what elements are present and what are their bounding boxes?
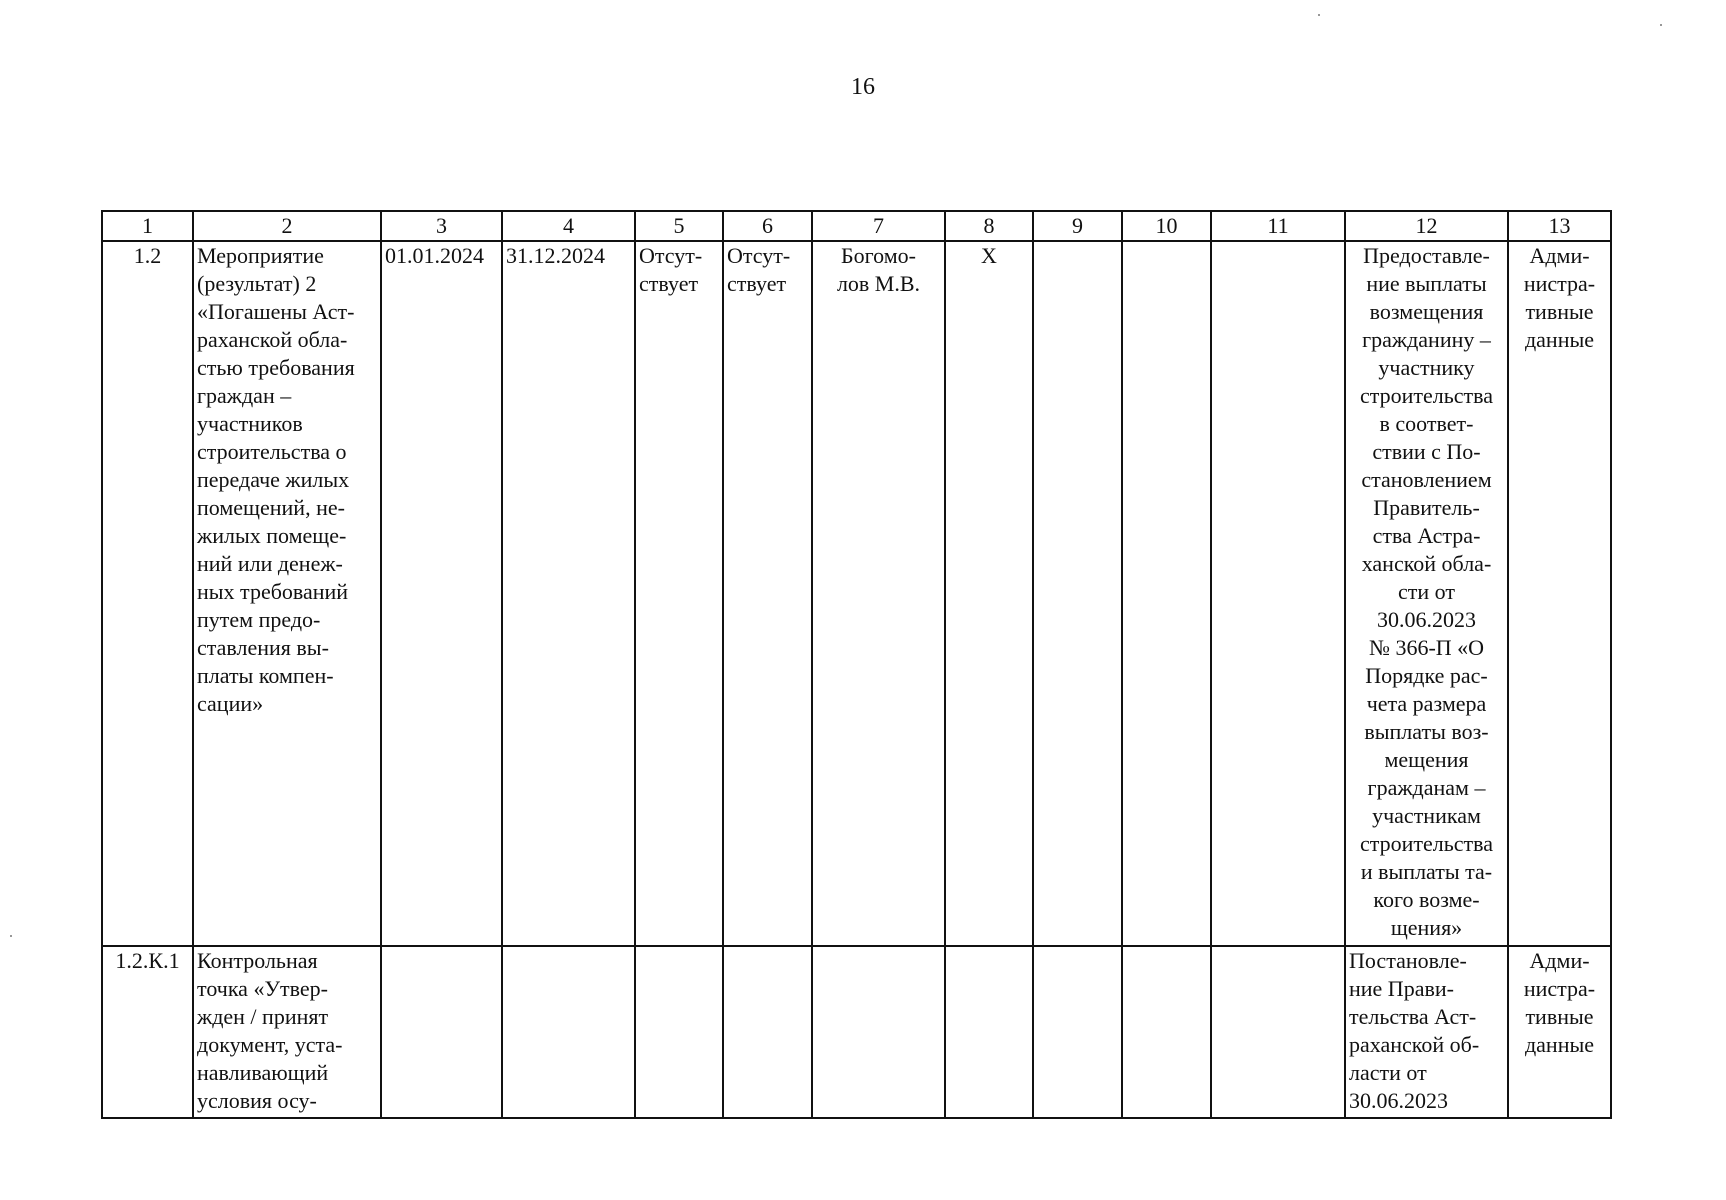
cell-start-date: 01.01.2024 [381,241,502,946]
cell-col-8: X [945,241,1033,946]
cell-number: 1.2 [102,241,193,946]
cell-col-11 [1211,946,1345,1118]
cell-col-9 [1033,946,1122,1118]
col-header-10: 10 [1122,211,1211,241]
col-header-7: 7 [812,211,945,241]
cell-measure-name: Мероприятие (результат) 2 «Погашены Аст- раханской обла- стью требования граждан – участников строительства о передаче жилых помещений, не- жилых помеще- ний или денеж- ных требований путем предо- ставления вы- платы компен- сации» [193,241,381,946]
page-number: 16 [851,74,875,100]
scan-speck [1318,14,1320,16]
cell-data-source: Адми- нистра- тивные данные [1508,241,1611,946]
col-header-2: 2 [193,211,381,241]
cell-col-11 [1211,241,1345,946]
cell-col-6 [723,946,812,1118]
col-header-1: 1 [102,211,193,241]
col-header-11: 11 [1211,211,1345,241]
table-row [102,946,1611,1118]
cell-col-10 [1122,241,1211,946]
cell-responsible [812,946,945,1118]
cell-col-10 [1122,946,1211,1118]
col-header-9: 9 [1033,211,1122,241]
header-row [102,211,1611,241]
cell-responsible: Богомо- лов М.В. [812,241,945,946]
col-header-8: 8 [945,211,1033,241]
col-header-5: 5 [635,211,723,241]
col-header-12: 12 [1345,211,1508,241]
cell-result-description: Предоставле- ние выплаты возмещения гражданину – участнику строительства в соответ- ствии с По- становлением Правитель- ства Астра- ханской обла- сти от 30.06.2023 № 366-П «О Порядке рас- чета размера выплаты воз- мещения гражданам – участникам строительства и выплаты та- кого возме- щения» [1345,241,1508,946]
cell-col-6: Отсут- ствует [723,241,812,946]
cell-end-date: 31.12.2024 [502,241,635,946]
cell-col-5: Отсут- ствует [635,241,723,946]
col-header-3: 3 [381,211,502,241]
cell-result-description: Постановле- ние Прави- тельства Аст- раханской об- ласти от 30.06.2023 [1345,946,1508,1118]
col-header-13: 13 [1508,211,1611,241]
cell-start-date [381,946,502,1118]
table-row [102,241,1611,946]
cell-col-5 [635,946,723,1118]
scan-speck [10,935,12,937]
cell-col-8 [945,946,1033,1118]
col-header-6: 6 [723,211,812,241]
cell-measure-name: Контрольная точка «Утвер- жден / принят документ, уста- навливающий условия осу- [193,946,381,1118]
cell-number: 1.2.К.1 [102,946,193,1118]
cell-end-date [502,946,635,1118]
cell-data-source: Адми- нистра- тивные данные [1508,946,1611,1118]
cell-col-9 [1033,241,1122,946]
col-header-4: 4 [502,211,635,241]
scan-speck [1660,24,1662,26]
measures-table [101,210,1612,1119]
